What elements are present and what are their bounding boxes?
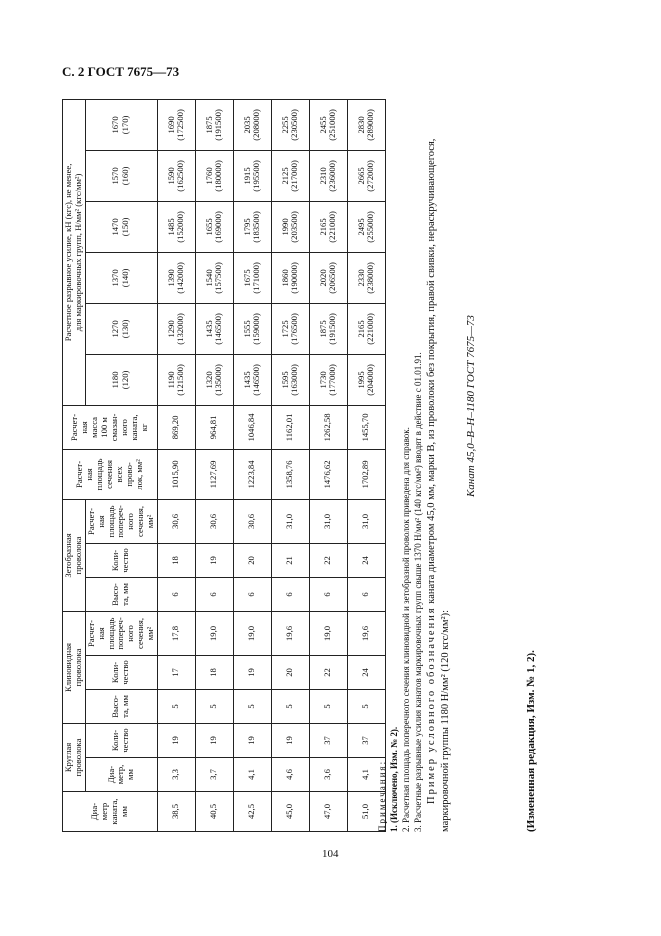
table-row bbox=[195, 99, 233, 831]
table-cell: 2165 (221000) bbox=[309, 201, 347, 252]
note-1: 1. (Исключено, Изм. № 2). bbox=[389, 726, 399, 832]
table-cell: 19 bbox=[271, 723, 309, 757]
table-cell: 17 bbox=[157, 655, 195, 689]
table-cell: 2310 (236000) bbox=[309, 150, 347, 201]
table-cell: 1262,58 bbox=[309, 405, 347, 449]
table-cell: 6 bbox=[233, 577, 271, 611]
rotated-content bbox=[62, 104, 542, 832]
table-cell: 1760 (180000) bbox=[195, 150, 233, 201]
table-cell: 1995 (204000) bbox=[347, 354, 385, 405]
table-cell: 20 bbox=[271, 655, 309, 689]
header-breaking-force: Расчетное разрывное усилие, кН (кгс), не менее, для маркировочных групп, Н/мм² (кгс/мм²) bbox=[63, 99, 86, 405]
table-cell: 19 bbox=[195, 543, 233, 577]
header-round-wire: Круглая проволока bbox=[63, 723, 86, 791]
table-cell: 19,6 bbox=[347, 611, 385, 655]
table-cell: 3,7 bbox=[195, 758, 233, 792]
table-cell: 2165 (221000) bbox=[347, 303, 385, 354]
header-wedge-height: Высо- та, мм bbox=[85, 689, 157, 723]
notes bbox=[376, 104, 424, 832]
table-cell: 1435 (146500) bbox=[195, 303, 233, 354]
edition-note: (Измененная редакция, Изм. № 1, 2). bbox=[525, 650, 537, 832]
designation-example bbox=[425, 104, 453, 832]
table-cell: 1015,90 bbox=[157, 449, 195, 499]
table-cell: 4,1 bbox=[347, 758, 385, 792]
table-cell: 30,6 bbox=[233, 499, 271, 543]
table-cell: 1320 (135000) bbox=[195, 354, 233, 405]
table-cell: 1476,62 bbox=[309, 449, 347, 499]
header-grade-1270: 1270 (130) bbox=[85, 303, 157, 354]
table-cell: 1730 (177000) bbox=[309, 354, 347, 405]
table-cell: 22 bbox=[309, 543, 347, 577]
table-cell: 5 bbox=[347, 689, 385, 723]
table-cell: 1455,70 bbox=[347, 405, 385, 449]
table-cell: 2830 (289000) bbox=[347, 99, 385, 150]
table-cell: 22 bbox=[309, 655, 347, 689]
table-cell: 1046,84 bbox=[233, 405, 271, 449]
table-cell: 1595 (163000) bbox=[271, 354, 309, 405]
table-cell: 2035 (208000) bbox=[233, 99, 271, 150]
table-cell: 30,6 bbox=[195, 499, 233, 543]
table-cell: 1702,89 bbox=[347, 449, 385, 499]
table-cell: 19 bbox=[233, 655, 271, 689]
header-grade-1370: 1370 (140) bbox=[85, 252, 157, 303]
table-cell: 24 bbox=[347, 655, 385, 689]
table-cell: 6 bbox=[347, 577, 385, 611]
table-row bbox=[271, 99, 309, 831]
table-cell: 19,0 bbox=[195, 611, 233, 655]
note-3: 3. Расчетные разрывные усилия канатов маркировочных групп свыше 1370 Н/мм² (140 кгс/мм²) вводят в действие с 01.01.91. bbox=[413, 352, 423, 832]
header-wedge-wire: Клиновидная проволока bbox=[63, 611, 86, 723]
table-cell: 1555 (159000) bbox=[233, 303, 271, 354]
table-cell: 1990 (203500) bbox=[271, 201, 309, 252]
table-body bbox=[157, 99, 385, 831]
table-cell: 2455 (251000) bbox=[309, 99, 347, 150]
header-mass: Расчет- ная масса 100 м смазан- ного каната, кг bbox=[63, 405, 158, 449]
table-cell: 2330 (238000) bbox=[347, 252, 385, 303]
header-grade-1470: 1470 (150) bbox=[85, 201, 157, 252]
notes-title: Примечания: bbox=[377, 759, 387, 832]
table-cell: 5 bbox=[309, 689, 347, 723]
table-cell: 21 bbox=[271, 543, 309, 577]
table-cell: 5 bbox=[233, 689, 271, 723]
table-cell: 1162,01 bbox=[271, 405, 309, 449]
designation-code: Канат 45,0–В–Н–1180 ГОСТ 7675—73 bbox=[465, 315, 477, 497]
table-row bbox=[309, 99, 347, 831]
table-cell: 38,5 bbox=[157, 792, 195, 832]
table-cell: 20 bbox=[233, 543, 271, 577]
table-cell: 1485 (152000) bbox=[157, 201, 195, 252]
table-cell: 19 bbox=[157, 723, 195, 757]
table-cell: 6 bbox=[157, 577, 195, 611]
table-cell: 5 bbox=[157, 689, 195, 723]
table-cell: 964,81 bbox=[195, 405, 233, 449]
table-cell: 1690 (172500) bbox=[157, 99, 195, 150]
table-cell: 6 bbox=[309, 577, 347, 611]
table-cell: 24 bbox=[347, 543, 385, 577]
table-cell: 37 bbox=[309, 723, 347, 757]
table-cell: 19 bbox=[195, 723, 233, 757]
table-cell: 31,0 bbox=[271, 499, 309, 543]
table-cell: 3,3 bbox=[157, 758, 195, 792]
table-cell: 2125 (217000) bbox=[271, 150, 309, 201]
table-cell: 19,6 bbox=[271, 611, 309, 655]
table-cell: 6 bbox=[195, 577, 233, 611]
rope-specs-table bbox=[62, 99, 386, 832]
example-lead: Пример условного обозначения bbox=[426, 606, 437, 804]
table-cell: 47,0 bbox=[309, 792, 347, 832]
header-round-count: Коли- чество bbox=[85, 723, 157, 757]
table-cell: 5 bbox=[195, 689, 233, 723]
table-cell: 51,0 bbox=[347, 792, 385, 832]
table-cell: 3,6 bbox=[309, 758, 347, 792]
table-row bbox=[233, 99, 271, 831]
table-cell: 2255 (230500) bbox=[271, 99, 309, 150]
table-cell: 17,8 bbox=[157, 611, 195, 655]
table-cell: 2020 (206500) bbox=[309, 252, 347, 303]
header-grade-1180: 1180 (120) bbox=[85, 354, 157, 405]
table-cell: 6 bbox=[271, 577, 309, 611]
header-grade-1670: 1670 (170) bbox=[85, 99, 157, 150]
header-grade-1570: 1570 (160) bbox=[85, 150, 157, 201]
table-cell: 1875 (191500) bbox=[195, 99, 233, 150]
table-cell: 2495 (255000) bbox=[347, 201, 385, 252]
table-cell: 4,1 bbox=[233, 758, 271, 792]
header-z-height: Высо- та, мм bbox=[85, 577, 157, 611]
table-cell: 1540 (157500) bbox=[195, 252, 233, 303]
table-cell: 1725 (176500) bbox=[271, 303, 309, 354]
table-cell: 1127,69 bbox=[195, 449, 233, 499]
table-cell: 42,5 bbox=[233, 792, 271, 832]
table-cell: 1435 (146500) bbox=[233, 354, 271, 405]
table-cell: 18 bbox=[195, 655, 233, 689]
table-cell: 1675 (171000) bbox=[233, 252, 271, 303]
table-cell: 5 bbox=[271, 689, 309, 723]
table-cell: 19 bbox=[233, 723, 271, 757]
table-cell: 1290 (132000) bbox=[157, 303, 195, 354]
table-cell: 45,0 bbox=[271, 792, 309, 832]
table-cell: 1223,84 bbox=[233, 449, 271, 499]
table-cell: 1390 (142000) bbox=[157, 252, 195, 303]
table-cell: 1358,76 bbox=[271, 449, 309, 499]
table-cell: 4,6 bbox=[271, 758, 309, 792]
table-cell: 19,0 bbox=[233, 611, 271, 655]
header-z-wire: Зетобразная проволока bbox=[63, 499, 86, 611]
table-cell: 1860 (190000) bbox=[271, 252, 309, 303]
table-cell: 37 bbox=[347, 723, 385, 757]
page-header: С. 2 ГОСТ 7675—73 bbox=[62, 64, 180, 79]
example-text: каната диаметром 45,0 мм, марки В, из проволоки без покрытия, правой свивки, нераскручивающегося, маркировочной группы 1180 Н/мм² (120 кгс/мм²): bbox=[426, 138, 451, 832]
header-z-area: Расчет- ная площадь попереч- ного сечения, мм² bbox=[85, 499, 157, 543]
table-cell: 1875 (191500) bbox=[309, 303, 347, 354]
table-cell: 1795 (183500) bbox=[233, 201, 271, 252]
table-cell: 19,0 bbox=[309, 611, 347, 655]
header-round-diameter: Диа- метр, мм bbox=[85, 758, 157, 792]
table-cell: 1915 (195500) bbox=[233, 150, 271, 201]
table-cell: 31,0 bbox=[309, 499, 347, 543]
table-cell: 1190 (121500) bbox=[157, 354, 195, 405]
header-z-count: Коли- чество bbox=[85, 543, 157, 577]
header-wedge-area: Расчет- ная площадь попереч- ного сечения, мм² bbox=[85, 611, 157, 655]
header-rope-diameter: Диа- метр каната, мм bbox=[63, 792, 158, 832]
header-wedge-count: Коли- чество bbox=[85, 655, 157, 689]
table-cell: 869,20 bbox=[157, 405, 195, 449]
table-row bbox=[157, 99, 195, 831]
table-cell: 31,0 bbox=[347, 499, 385, 543]
table-cell: 1590 (162500) bbox=[157, 150, 195, 201]
page-number: 104 bbox=[322, 848, 339, 860]
table-cell: 40,5 bbox=[195, 792, 233, 832]
table-cell: 2665 (272000) bbox=[347, 150, 385, 201]
header-total-area: Расчет- ная площадь сечения всех прово- лок, мм² bbox=[63, 449, 158, 499]
table-cell: 1655 (169000) bbox=[195, 201, 233, 252]
note-2: 2. Расчетная площадь поперечного сечения клиновидной и зетобразной проволок приведена для справок. bbox=[401, 427, 411, 832]
table-cell: 18 bbox=[157, 543, 195, 577]
table-cell: 30,6 bbox=[157, 499, 195, 543]
